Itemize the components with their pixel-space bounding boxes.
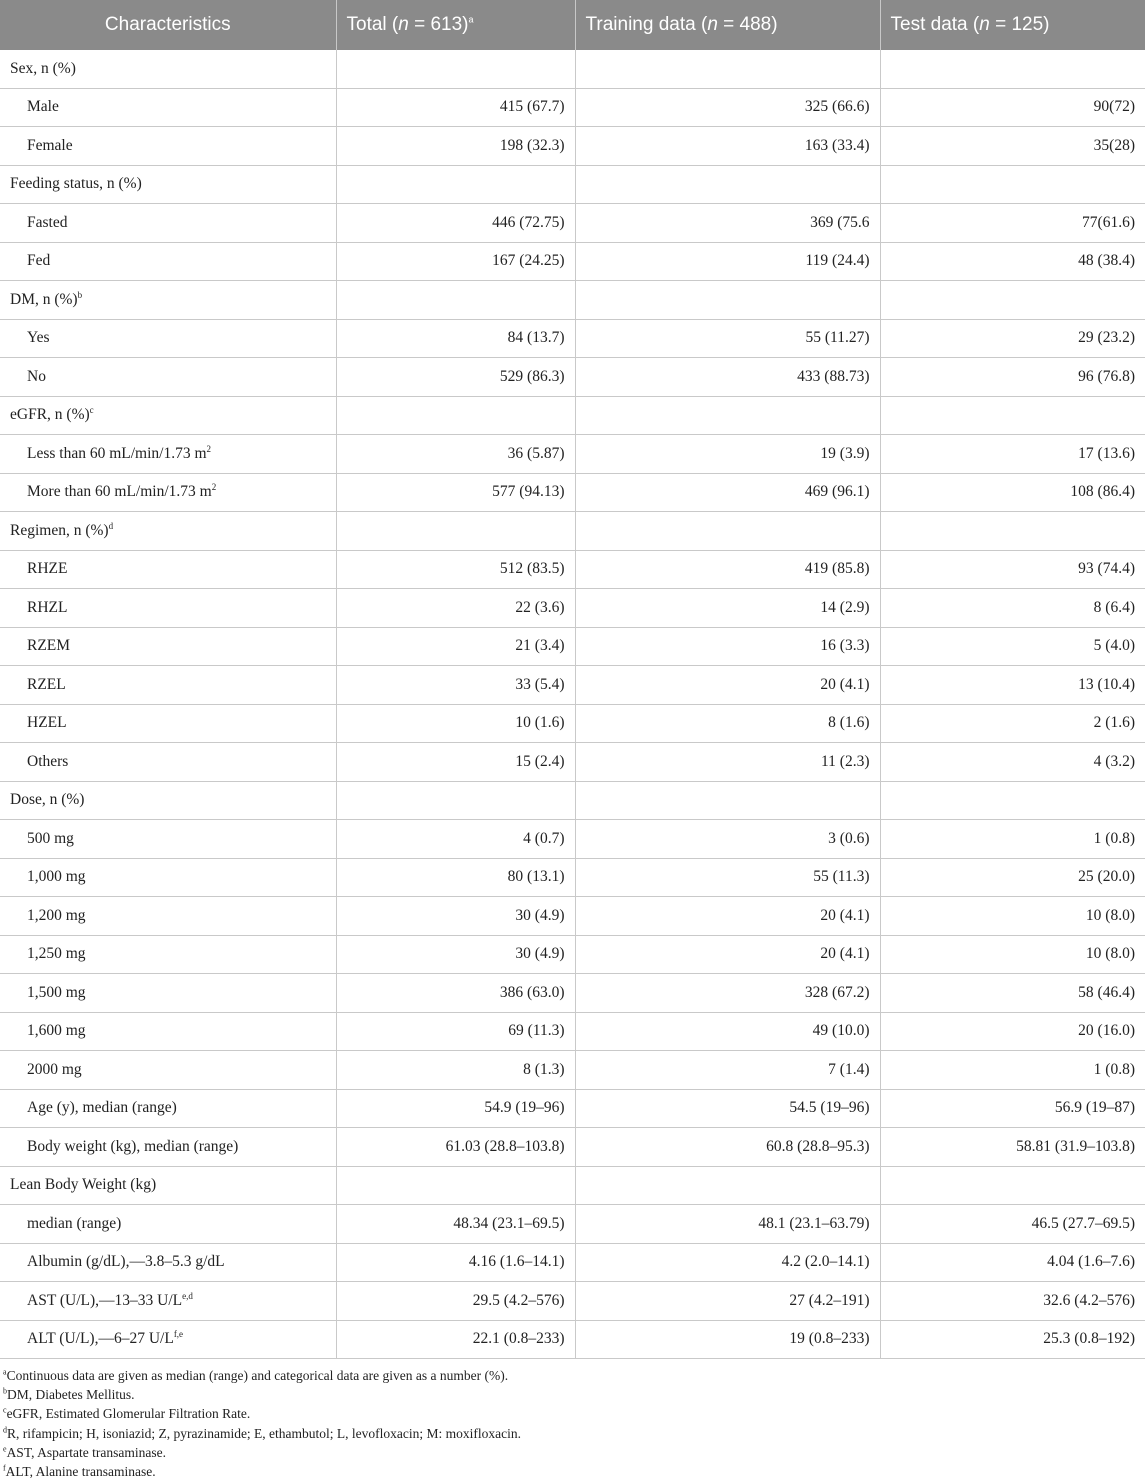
training-cell [575, 50, 880, 88]
row-label-footnote-mark: d [108, 520, 114, 531]
row-label [0, 1320, 336, 1359]
test-cell: 25 (20.0) [880, 858, 1145, 897]
row-label-text: Regimen, n (%) [10, 521, 109, 539]
training-cell: 7 (1.4) [575, 1051, 880, 1090]
training-cell: 55 (11.27) [575, 319, 880, 358]
row-label [0, 627, 336, 666]
row-label-text: 1,200 mg [27, 906, 86, 924]
row-label [0, 204, 336, 243]
total-cell: 61.03 (28.8–103.8) [336, 1128, 575, 1167]
test-cell: 1 (0.8) [880, 820, 1145, 859]
row-label-footnote-mark: 2 [206, 443, 212, 454]
training-cell: 19 (3.9) [575, 435, 880, 474]
row-label-text: More than 60 mL/min/1.73 m [27, 483, 212, 501]
row-label-text: 1,250 mg [27, 945, 86, 963]
table-row [0, 512, 1145, 551]
training-cell: 20 (4.1) [575, 935, 880, 974]
row-label-text: Age (y), median (range) [27, 1099, 177, 1117]
footnote [3, 1366, 1145, 1385]
header-test: Test data (n = 125) [880, 0, 1145, 50]
row-label [0, 1166, 336, 1205]
table-row [0, 1282, 1145, 1321]
training-cell: 325 (66.6) [575, 88, 880, 127]
table-row [0, 897, 1145, 936]
test-cell [880, 281, 1145, 320]
table-row [0, 1012, 1145, 1051]
footnote-text: Continuous data are given as median (range) and categorical data are given as a number (%). [6, 1368, 509, 1383]
total-cell: 33 (5.4) [336, 666, 575, 705]
footnote-text: ALT, Alanine transaminase. [5, 1464, 156, 1480]
row-label-text: RHZL [27, 598, 68, 616]
training-cell [575, 396, 880, 435]
row-label-text: Yes [27, 329, 50, 347]
row-label-text: median (range) [27, 1214, 122, 1232]
total-cell: 48.34 (23.1–69.5) [336, 1205, 575, 1244]
table-row [0, 935, 1145, 974]
table-row [0, 589, 1145, 628]
row-label [0, 897, 336, 936]
row-label [0, 858, 336, 897]
test-cell [880, 1166, 1145, 1205]
test-cell [880, 512, 1145, 551]
table-row [0, 1166, 1145, 1205]
row-label-text: 500 mg [27, 829, 74, 847]
table-header [0, 0, 1145, 50]
row-label [0, 242, 336, 281]
table-row [0, 1089, 1145, 1128]
total-cell: 29.5 (4.2–576) [336, 1282, 575, 1321]
header-training: Training data (n = 488) [575, 0, 880, 50]
row-label [0, 974, 336, 1013]
row-label [0, 281, 336, 320]
row-label-text: Fed [27, 252, 51, 270]
row-label-text: Others [27, 752, 69, 770]
total-cell: 4 (0.7) [336, 820, 575, 859]
row-label [0, 550, 336, 589]
total-cell: 446 (72.75) [336, 204, 575, 243]
row-label [0, 666, 336, 705]
row-label-text: RHZE [27, 560, 68, 578]
header-total: Total (n = 613)$^a$ [336, 0, 575, 50]
row-label [0, 589, 336, 628]
row-label [0, 820, 336, 859]
table-row [0, 435, 1145, 474]
row-label-text: 1,000 mg [27, 868, 86, 886]
test-cell: 58.81 (31.9–103.8) [880, 1128, 1145, 1167]
table-row [0, 281, 1145, 320]
footnote-text: R, rifampicin; H, isoniazid; Z, pyrazinamide; E, ethambutol; L, levofloxacin; M: moxifloxacin. [7, 1425, 522, 1441]
total-cell: 8 (1.3) [336, 1051, 575, 1090]
footnote-mark: d [3, 1425, 7, 1435]
table-row [0, 396, 1145, 435]
total-cell [336, 781, 575, 820]
row-label-text: Less than 60 mL/min/1.73 m [27, 444, 207, 462]
test-cell [880, 165, 1145, 204]
table-row [0, 666, 1145, 705]
total-cell: 15 (2.4) [336, 743, 575, 782]
test-cell: 8 (6.4) [880, 589, 1145, 628]
test-cell: 13 (10.4) [880, 666, 1145, 705]
footnote-mark: f [3, 1463, 6, 1473]
table-row [0, 743, 1145, 782]
total-cell: 10 (1.6) [336, 704, 575, 743]
training-cell: 16 (3.3) [575, 627, 880, 666]
row-label-footnote-mark: e,d [182, 1290, 193, 1301]
row-label-text: Sex, n (%) [10, 59, 76, 77]
total-cell: 577 (94.13) [336, 473, 575, 512]
footnote-text: eGFR, Estimated Glomerular Filtration Rate. [6, 1406, 251, 1422]
row-label-text: Albumin (g/dL),—3.8–5.3 g/dL [27, 1253, 225, 1271]
training-cell: 4.2 (2.0–14.1) [575, 1243, 880, 1282]
total-cell [336, 281, 575, 320]
total-cell: 4.16 (1.6–14.1) [336, 1243, 575, 1282]
row-label-footnote-mark: c [89, 405, 94, 416]
table-row [0, 704, 1145, 743]
footnote [3, 1404, 1145, 1423]
footnote-mark: b [3, 1386, 7, 1396]
training-cell: 419 (85.8) [575, 550, 880, 589]
row-label [0, 358, 336, 397]
row-label-text: 2000 mg [27, 1060, 82, 1078]
row-label [0, 704, 336, 743]
total-cell: 529 (86.3) [336, 358, 575, 397]
training-cell: 369 (75.6 [575, 204, 880, 243]
total-cell: 22 (3.6) [336, 589, 575, 628]
total-cell: 21 (3.4) [336, 627, 575, 666]
total-cell: 167 (24.25) [336, 242, 575, 281]
total-cell [336, 396, 575, 435]
test-cell: 96 (76.8) [880, 358, 1145, 397]
training-cell [575, 281, 880, 320]
total-cell [336, 512, 575, 551]
table-row [0, 858, 1145, 897]
row-label-text: AST (U/L),—13–33 U/L [27, 1291, 183, 1309]
table-row [0, 627, 1145, 666]
table-row [0, 820, 1145, 859]
total-cell: 36 (5.87) [336, 435, 575, 474]
test-cell: 46.5 (27.7–69.5) [880, 1205, 1145, 1244]
row-label-text: Male [27, 98, 59, 116]
row-label-text: DM, n (%) [10, 290, 78, 308]
row-label-text: 1,500 mg [27, 983, 86, 1001]
training-cell: 49 (10.0) [575, 1012, 880, 1051]
test-cell [880, 781, 1145, 820]
training-cell: 3 (0.6) [575, 820, 880, 859]
row-label [0, 50, 336, 88]
training-cell: 11 (2.3) [575, 743, 880, 782]
total-cell: 30 (4.9) [336, 935, 575, 974]
footnote [3, 1443, 1145, 1462]
total-cell: 84 (13.7) [336, 319, 575, 358]
table-row [0, 974, 1145, 1013]
total-cell [336, 1166, 575, 1205]
test-cell: 5 (4.0) [880, 627, 1145, 666]
training-cell: 27 (4.2–191) [575, 1282, 880, 1321]
test-cell: 17 (13.6) [880, 435, 1145, 474]
table-row [0, 1051, 1145, 1090]
row-label-text: Fasted [27, 213, 68, 231]
test-cell: 48 (38.4) [880, 242, 1145, 281]
table-row [0, 1243, 1145, 1282]
row-label [0, 1282, 336, 1321]
table-row [0, 1205, 1145, 1244]
row-label-text: HZEL [27, 714, 67, 732]
row-label-footnote-mark: b [77, 289, 83, 300]
row-label-text: ALT (U/L),—6–27 U/L [27, 1330, 174, 1348]
row-label-text: RZEL [27, 675, 66, 693]
row-label [0, 1012, 336, 1051]
row-label [0, 127, 336, 166]
training-cell: 20 (4.1) [575, 897, 880, 936]
footnote-mark: c [3, 1405, 7, 1415]
total-cell: 30 (4.9) [336, 897, 575, 936]
row-label [0, 1243, 336, 1282]
table-row [0, 550, 1145, 589]
table-row [0, 1320, 1145, 1359]
test-cell: 29 (23.2) [880, 319, 1145, 358]
table-row [0, 165, 1145, 204]
row-label [0, 435, 336, 474]
table-body [0, 50, 1145, 1359]
header-characteristics: Characteristics [0, 0, 336, 50]
row-label-text: Female [27, 136, 73, 154]
row-label-text: Body weight (kg), median (range) [27, 1137, 239, 1155]
training-cell: 14 (2.9) [575, 589, 880, 628]
row-label [0, 512, 336, 551]
total-cell [336, 165, 575, 204]
table-row [0, 127, 1145, 166]
row-label-text: No [27, 367, 46, 385]
row-label [0, 319, 336, 358]
total-cell: 54.9 (19–96) [336, 1089, 575, 1128]
test-cell: 93 (74.4) [880, 550, 1145, 589]
footnote-mark: e [3, 1444, 7, 1454]
row-label-text: Lean Body Weight (kg) [10, 1176, 157, 1194]
test-cell: 77(61.6) [880, 204, 1145, 243]
row-label-text: Dose, n (%) [10, 791, 85, 809]
row-label [0, 396, 336, 435]
training-cell: 55 (11.3) [575, 858, 880, 897]
training-cell: 54.5 (19–96) [575, 1089, 880, 1128]
training-cell: 19 (0.8–233) [575, 1320, 880, 1359]
footnote [3, 1462, 1145, 1481]
total-cell [336, 50, 575, 88]
row-label-footnote-mark: f,e [173, 1329, 184, 1340]
footnote [3, 1424, 1145, 1443]
test-cell: 10 (8.0) [880, 935, 1145, 974]
test-cell: 1 (0.8) [880, 1051, 1145, 1090]
table-row [0, 50, 1145, 88]
table-row [0, 242, 1145, 281]
row-label [0, 781, 336, 820]
header-row [0, 0, 1145, 50]
table-row [0, 319, 1145, 358]
total-cell: 386 (63.0) [336, 974, 575, 1013]
table-row [0, 473, 1145, 512]
total-cell: 512 (83.5) [336, 550, 575, 589]
row-label [0, 1051, 336, 1090]
row-label [0, 743, 336, 782]
table-row [0, 88, 1145, 127]
row-label [0, 935, 336, 974]
row-label-text: RZEM [27, 637, 71, 655]
row-label-footnote-mark: 2 [211, 482, 217, 493]
table-row [0, 781, 1145, 820]
test-cell: 4.04 (1.6–7.6) [880, 1243, 1145, 1282]
row-label-text: 1,600 mg [27, 1022, 86, 1040]
total-cell: 415 (67.7) [336, 88, 575, 127]
training-cell: 48.1 (23.1–63.79) [575, 1205, 880, 1244]
row-label-text: eGFR, n (%) [10, 406, 90, 424]
test-cell: 35(28) [880, 127, 1145, 166]
training-cell [575, 512, 880, 551]
row-label [0, 165, 336, 204]
test-cell: 10 (8.0) [880, 897, 1145, 936]
row-label [0, 1205, 336, 1244]
total-cell: 69 (11.3) [336, 1012, 575, 1051]
training-cell: 20 (4.1) [575, 666, 880, 705]
row-label-text: Feeding status, n (%) [10, 175, 142, 193]
training-cell [575, 1166, 880, 1205]
footnote-mark: a [3, 1367, 7, 1377]
training-cell: 119 (24.4) [575, 242, 880, 281]
test-cell: 20 (16.0) [880, 1012, 1145, 1051]
test-cell: 56.9 (19–87) [880, 1089, 1145, 1128]
training-cell: 469 (96.1) [575, 473, 880, 512]
training-cell: 60.8 (28.8–95.3) [575, 1128, 880, 1167]
row-label [0, 1089, 336, 1128]
footnote [3, 1385, 1145, 1404]
test-cell: 2 (1.6) [880, 704, 1145, 743]
table-row [0, 1128, 1145, 1167]
test-cell: 4 (3.2) [880, 743, 1145, 782]
table-row [0, 204, 1145, 243]
total-cell: 22.1 (0.8–233) [336, 1320, 575, 1359]
training-cell: 433 (88.73) [575, 358, 880, 397]
training-cell [575, 165, 880, 204]
table-row [0, 358, 1145, 397]
total-cell: 80 (13.1) [336, 858, 575, 897]
training-cell: 163 (33.4) [575, 127, 880, 166]
training-cell: 328 (67.2) [575, 974, 880, 1013]
test-cell: 90(72) [880, 88, 1145, 127]
training-cell [575, 781, 880, 820]
footnote-text: DM, Diabetes Mellitus. [7, 1387, 135, 1403]
test-cell: 108 (86.4) [880, 473, 1145, 512]
row-label [0, 473, 336, 512]
test-cell: 25.3 (0.8–192) [880, 1320, 1145, 1359]
test-cell [880, 396, 1145, 435]
total-cell: 198 (32.3) [336, 127, 575, 166]
training-cell: 8 (1.6) [575, 704, 880, 743]
footnote-text: AST, Aspartate transaminase. [6, 1444, 167, 1460]
footnotes [0, 1366, 1145, 1481]
row-label [0, 1128, 336, 1167]
test-cell: 32.6 (4.2–576) [880, 1282, 1145, 1321]
row-label [0, 88, 336, 127]
test-cell: 58 (46.4) [880, 974, 1145, 1013]
test-cell [880, 50, 1145, 88]
